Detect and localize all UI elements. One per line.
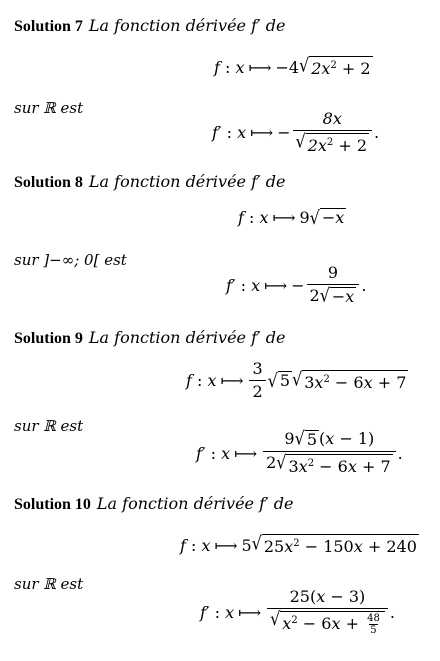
domain-label: sur ℝ est xyxy=(14,417,84,435)
function-f: f : x ⟼ 5 √ $25x^2 - 150x + 240$ xyxy=(180,532,417,556)
domain-label: sur ]−∞; 0[ est xyxy=(14,251,127,269)
derivative-fprime: f′ : x ⟼ 25(x − 3) √ $x^2 - 6x$ + $\frac{48}{5}$ . xyxy=(200,587,395,636)
domain-label: sur ℝ est xyxy=(14,575,84,593)
solution-9-heading xyxy=(14,328,285,349)
solution-title: Solution 10 xyxy=(14,496,91,513)
solution-title: Solution 8 xyxy=(14,174,83,191)
solution-intro: La fonction dérivée f′ de xyxy=(88,172,286,191)
derivative-fprime: f′ : x ⟼ 9 √ 5 (x − 1) 2 √ $3x^2 - 6x + 7$ . xyxy=(196,427,403,476)
function-f: f : x ⟼ 9 √ −x xyxy=(238,206,345,229)
solution-intro: La fonction dérivée f′ de xyxy=(88,16,286,35)
function-f: f : x ⟼ −4 √ $2x^2 + 2$ xyxy=(214,54,371,78)
derivative-fprime: f′ : x ⟼ − 9 2 √ −x . xyxy=(226,263,367,307)
derivative-fprime: f′ : x ⟼ − 8x √ $2x^2 + 2$ . xyxy=(212,109,380,155)
domain-label: sur ℝ est xyxy=(14,99,84,117)
solution-intro: La fonction dérivée f′ de xyxy=(88,328,286,347)
solution-title: Solution 9 xyxy=(14,330,83,347)
solution-7-heading xyxy=(14,16,285,37)
function-f: f : x ⟼ $\frac{3}{2}$ √ 5 √ $3x^2 - 6x + 7$ xyxy=(186,359,407,401)
solution-10-heading xyxy=(14,494,293,515)
solution-8-heading xyxy=(14,172,285,193)
solution-title: Solution 7 xyxy=(14,18,83,35)
solution-intro: La fonction dérivée f′ de xyxy=(96,494,294,513)
